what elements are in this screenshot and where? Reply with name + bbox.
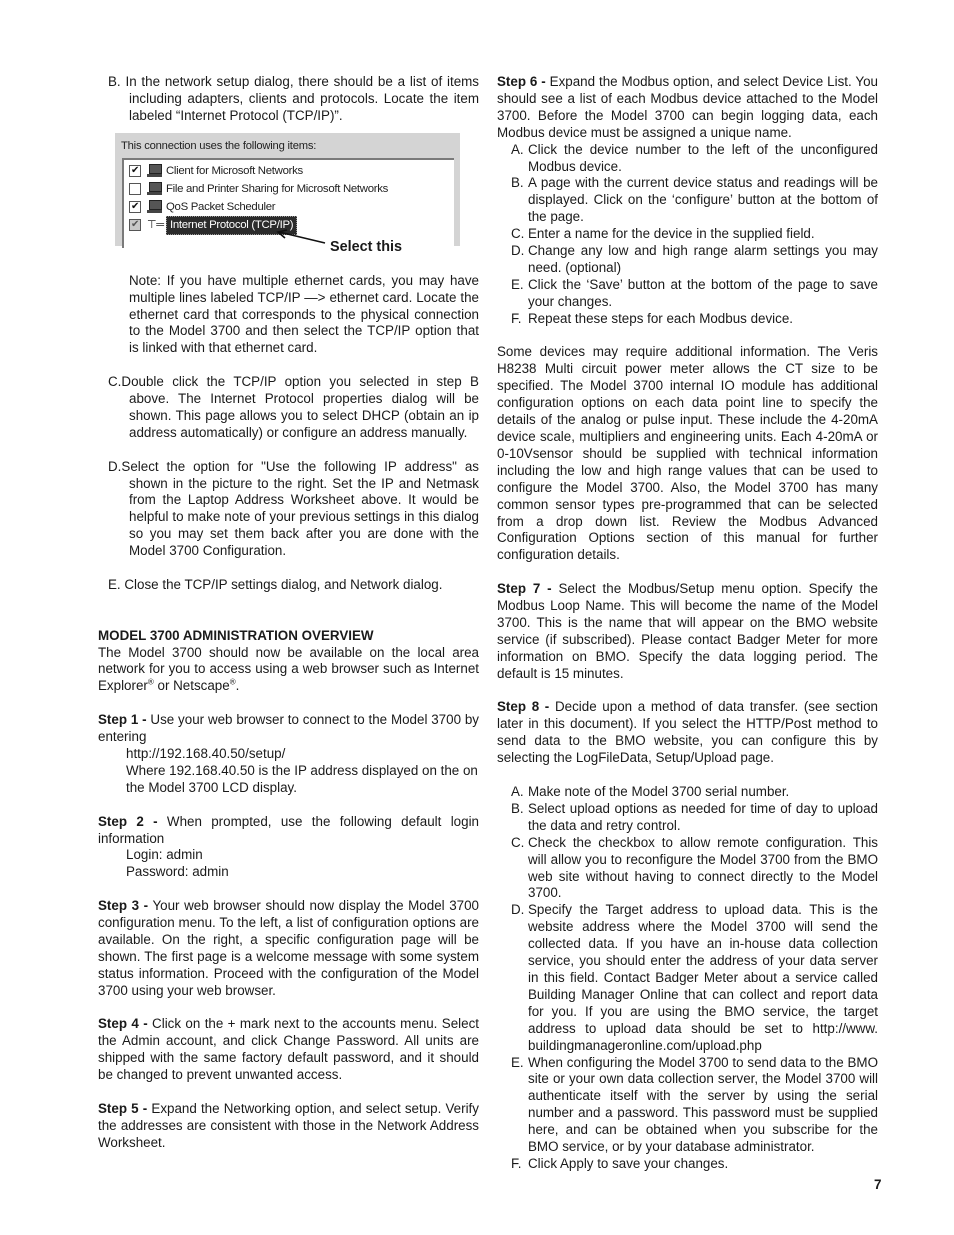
page-number: 7 [874, 1177, 882, 1192]
step-label: Step 7 - [497, 581, 552, 597]
left-column [98, 74, 479, 1152]
list-item-tcpip[interactable] [129, 217, 297, 234]
list-item-d [98, 459, 479, 560]
setup-url: http://192.168.40.50/setup/ [126, 746, 286, 761]
substep-marker: C. [511, 226, 525, 242]
step-3 [98, 898, 479, 999]
step-label: Step 6 - [497, 74, 546, 89]
right-column [497, 74, 878, 1173]
substep [497, 243, 878, 277]
substep-text: Enter a name for the device in the supplied field. [528, 226, 815, 242]
step-8 [497, 699, 878, 767]
step-text: Your web browser should now display the Model 3700 configuration menu. To the left, a list of configuration options are available. On the right, a specific configuration page will be shown. The first page is a welcome message with some system status information. Proceed with the configuration of the Model 3700 using your web browser. [98, 898, 479, 998]
substep [497, 784, 878, 801]
step-6-substeps [497, 142, 878, 328]
step-1 [98, 712, 479, 746]
substep-text: Click Apply to save your changes. [528, 1155, 729, 1171]
item-marker: B. [108, 74, 121, 89]
checkbox-checked-icon[interactable]: ✔ [130, 201, 140, 213]
checkbox-unchecked-icon[interactable] [129, 183, 141, 195]
substep [497, 277, 878, 311]
substep-text: Click the ‘Save’ button at the bottom of the page to save your changes. [528, 276, 878, 309]
step-text: Click on the + mark next to the accounts menu. Select the Admin account, and click Change Password. All units are shipped with the same factory default password, and it should be changed to prevent unwanted access. [98, 1016, 479, 1083]
computer-icon [147, 164, 163, 178]
additional-info-paragraph: Some devices may require additional information. The Veris H8238 Multi circuit power meter allows the CT size to be specified. The Model 3700 internal IO module has additional configuration options on each data point line to specify the details of the analog or pulse input. These include the 4-20mA device scale, multipliers and engineering units. Each 4-20mA or 0-10Vsensor should be supplied with technical information including the low and high range values that can be used to configure the Model 3700. Also, the Model 3700 has many common sensor types pre-programmed that can be selected from a drop down list. Review the Modbus Advanced Configuration Options section of this manual for further configuration details. [497, 344, 878, 563]
default-login: Login: admin [126, 847, 203, 863]
substep-text: A page with the current device status and readings will be displayed. Click on the ‘configure’ button at the bottom of the page. [528, 175, 878, 225]
step-text: Use your web browser to connect to the Model 3700 by entering [98, 712, 479, 745]
list-item-c [98, 374, 479, 442]
checkbox-checked-icon[interactable]: ✔ [130, 219, 140, 231]
intro-text: or Netscape [153, 678, 230, 694]
step-text: When prompted, use the following default login information [98, 813, 479, 846]
step-text: Expand the Networking option, and select setup. Verify the addresses are consistent with those in the Network Address Worksheet. [98, 1100, 479, 1150]
ethernet-note: Note: If you have multiple ethernet cards, you may have multiple lines labeled TCP/IP —> ethernet card. Locate the ethernet card that corresponds to the physical connection to the Model 3700 and then select the TCP/IP option that is linked with that ethernet card. [129, 272, 479, 356]
substep [497, 902, 878, 1054]
item-marker: C. [108, 374, 122, 390]
item-label-selected: Internet Protocol (TCP/IP) [166, 216, 297, 235]
substep [497, 142, 878, 176]
substep-marker: F. [511, 1155, 522, 1171]
substep [497, 835, 878, 903]
list-item-e [98, 577, 479, 594]
select-this-callout: Select this [330, 238, 402, 255]
item-text: In the network setup dialog, there should be a list of items including adapters, clients and protocols. Locate the item labeled “Internet Protocol (TCP/IP)”. [125, 74, 479, 123]
arrow-icon [275, 229, 327, 245]
substep-marker: F. [511, 310, 522, 326]
step-7 [497, 581, 878, 682]
item-label: Client for Microsoft Networks [166, 164, 303, 177]
list-item-client[interactable] [129, 163, 303, 180]
item-text: Double click the TCP/IP option you selected in step B above. The Internet Protocol properties dialog will be shown. This page allows you to select DHCP (obtain an ip address automatically) or configure an address manually. [121, 374, 479, 440]
substep-text: When configuring the Model 3700 to send data to the BMO site or your own data collection server, the Model 3700 will authenticate itself with the server by using the serial number and a password. This password must be supplied here, and can be obtained when you subscribe for the BMO service, or by your database administrator. [528, 1054, 878, 1155]
step-6 [497, 74, 878, 142]
item-label: QoS Packet Scheduler [166, 200, 276, 213]
ip-note: Where 192.168.40.50 is the IP address displayed on the on the Model 3700 LCD display. [126, 762, 478, 795]
substep-marker: E. [511, 1054, 524, 1070]
step-text: Select the Modbus/Setup menu option. Specify the Modbus Loop Name. This will become the name of the Model 3700. This is the name that will appear on the BMO website service (if subscribed). Please contact Badger Meter for more information on BMO. Specify the data logging period. The default is 15 minutes. [497, 581, 878, 681]
substep-marker: E. [511, 276, 524, 292]
substep-marker: D. [511, 243, 525, 259]
substep-text: Check the checkbox to allow remote configuration. This will allow you to reconfigure the Model 3700 from the BMO web site without having to connect directly to the Model 3700. [528, 834, 878, 901]
network-items-screenshot [115, 133, 460, 257]
substep [497, 175, 878, 226]
substep-marker: D. [511, 902, 525, 918]
default-password: Password: admin [126, 864, 229, 880]
registered-mark: ® [229, 677, 236, 687]
substep [497, 1156, 878, 1173]
list-item-qos[interactable] [129, 199, 275, 216]
substep [497, 226, 878, 243]
step-text: Decide upon a method of data transfer. (see section later in this document). If you select the HTTP/Post method to send data to the BMO website, you can configure this by selecting the LogFileData, Setup/Upload page. [497, 699, 878, 766]
intro-text: The Model 3700 should now be available on the local area network for you to access using a web browser such as Internet Explorer [98, 644, 479, 694]
list-item-file-sharing[interactable] [129, 181, 388, 198]
step-label: Step 2 - [98, 813, 158, 829]
substep-marker: B. [511, 800, 524, 816]
dialog-title: This connection uses the following items: [121, 139, 317, 152]
step-4 [98, 1016, 479, 1084]
substep-text: Repeat these steps for each Modbus device. [528, 310, 793, 326]
item-text: Close the TCP/IP settings dialog, and Network dialog. [124, 576, 443, 592]
section-heading: MODEL 3700 ADMINISTRATION OVERVIEW [98, 627, 374, 643]
item-label: File and Printer Sharing for Microsoft Networks [166, 182, 389, 195]
substep-text: Change any low and high range alarm settings you may need. (optional) [528, 243, 878, 275]
substep-marker: B. [511, 175, 524, 191]
registered-mark: ® [147, 677, 154, 687]
computer-icon [147, 200, 163, 214]
substep [497, 1055, 878, 1156]
substep-text: Click the device number to the left of the unconfigured Modbus device. [528, 141, 878, 174]
substep [497, 311, 878, 328]
computer-icon [147, 182, 163, 196]
step-label: Step 4 - [98, 1016, 148, 1032]
intro-paragraph [98, 645, 479, 696]
substep-text: Make note of the Model 3700 serial number. [528, 784, 790, 799]
substep-marker: C. [511, 834, 525, 850]
checkbox-checked-icon[interactable]: ✔ [130, 165, 140, 177]
item-marker: D. [108, 458, 122, 474]
item-marker: E. [108, 576, 121, 592]
item-text: Select the option for "Use the following IP address" as shown in the picture to the right. Set the IP and Netmask from the Laptop Address Worksheet above. It would be helpful to make note of your previous settings in this dialog so you may set them back after you are done with the Model 3700 Configuration. [121, 458, 479, 559]
step-text: Expand the Modbus option, and select Device List. You should see a list of each Modbus device attached to the Model 3700. Before the Model 3700 can begin logging data, each Modbus device must be assigned a unique name. [497, 74, 878, 140]
substep-marker: A. [511, 141, 524, 157]
substep-marker: A. [511, 784, 524, 799]
step-2 [98, 814, 479, 848]
substep-text: Specify the Target address to upload data. This is the website address where the Model 3700 will send the collected data. If you have an in-house data collection service, you should enter the address of your data server in this field. Contact Badger Meter about a service called Building Manager Online that can collect and report data for you. If you are using the BMO service, the target address to upload data should be set to http://www. buildingmanageronline.com/upload.php [528, 902, 878, 1053]
intro-text: . [235, 678, 240, 694]
list-item-b [98, 74, 479, 125]
step-label: Step 3 - [98, 898, 149, 914]
substep [497, 801, 878, 835]
network-protocol-icon: ⊤═ [147, 219, 164, 232]
substep-text: Select upload options as needed for time of day to upload the data and retry control. [528, 800, 878, 833]
step-label: Step 8 - [497, 699, 550, 715]
step-5 [98, 1101, 479, 1152]
step-label: Step 1 - [98, 712, 147, 728]
step-8-substeps [497, 784, 878, 1173]
step-label: Step 5 - [98, 1100, 148, 1116]
